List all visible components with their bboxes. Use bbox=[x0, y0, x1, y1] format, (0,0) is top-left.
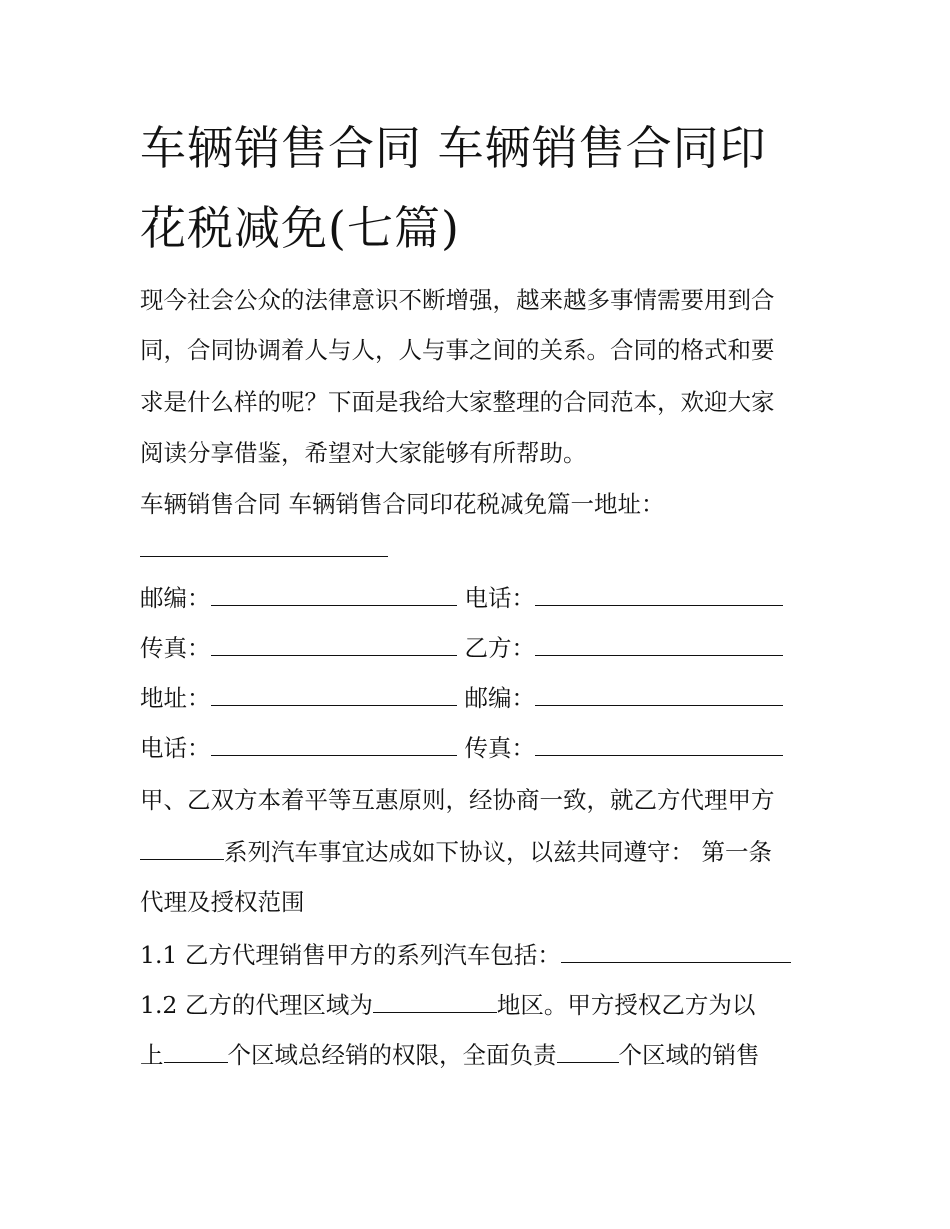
form-label: 邮编： bbox=[464, 684, 535, 712]
blank-field bbox=[535, 631, 783, 656]
body-line: 甲、乙双方本着平等互惠原则，经协商一致，就乙方代理甲方 bbox=[140, 786, 775, 814]
blank-field bbox=[211, 631, 457, 656]
form-label: 电话： bbox=[140, 734, 211, 762]
blank-field bbox=[164, 1038, 228, 1063]
blank-field bbox=[140, 835, 224, 860]
blank-field bbox=[535, 581, 783, 606]
blank-field bbox=[557, 1038, 619, 1063]
clause-text: 上 bbox=[140, 1041, 164, 1069]
clause-text: 地区。甲方授权乙方为以 bbox=[496, 991, 756, 1019]
document-title-line-1: 车辆销售合同 车辆销售合同印 bbox=[140, 121, 767, 175]
form-label: 邮编： bbox=[140, 584, 211, 612]
intro-line: 求是什么样的呢？下面是我给大家整理的合同范本，欢迎大家 bbox=[140, 388, 775, 416]
address-blank-line bbox=[140, 532, 388, 566]
blank-field bbox=[535, 681, 783, 706]
body-line: 代理及授权范围 bbox=[140, 888, 305, 916]
form-label: 电话： bbox=[464, 584, 535, 612]
blank-field bbox=[211, 731, 457, 756]
form-row bbox=[140, 581, 783, 615]
clause-text: 个区域总经销的权限，全面负责 bbox=[227, 1041, 557, 1069]
body-text: 系列汽车事宜达成如下协议，以兹共同遵守： 第一条 bbox=[224, 838, 772, 866]
form-label: 乙方： bbox=[464, 634, 535, 662]
clause-text: 1.2 乙方的代理区域为 bbox=[140, 991, 373, 1019]
blank-field bbox=[140, 532, 388, 557]
intro-line: 同，合同协调着人与人，人与事之间的关系。合同的格式和要 bbox=[140, 336, 775, 364]
form-label: 传真： bbox=[140, 634, 211, 662]
intro-line: 阅读分享借鉴，希望对大家能够有所帮助。 bbox=[140, 439, 587, 467]
form-label: 传真： bbox=[464, 734, 535, 762]
blank-field bbox=[561, 938, 791, 963]
blank-field bbox=[211, 581, 457, 606]
form-row bbox=[140, 631, 783, 665]
body-line bbox=[140, 835, 772, 869]
section-heading: 车辆销售合同 车辆销售合同印花税减免篇一地址： bbox=[140, 490, 665, 518]
blank-field bbox=[211, 681, 457, 706]
blank-field bbox=[535, 731, 783, 756]
document-title-line-2: 花税减免(七篇) bbox=[140, 201, 460, 255]
form-row bbox=[140, 731, 783, 765]
form-label: 地址： bbox=[140, 684, 211, 712]
blank-field bbox=[373, 988, 497, 1013]
clause-1-1 bbox=[140, 938, 791, 972]
intro-line: 现今社会公众的法律意识不断增强，越来越多事情需要用到合 bbox=[140, 286, 775, 314]
clause-text: 个区域的销售 bbox=[618, 1041, 760, 1069]
clause-1-2-continued bbox=[140, 1038, 760, 1072]
form-row bbox=[140, 681, 783, 715]
clause-text: 1.1 乙方代理销售甲方的系列汽车包括： bbox=[140, 941, 561, 969]
clause-1-2 bbox=[140, 988, 755, 1022]
